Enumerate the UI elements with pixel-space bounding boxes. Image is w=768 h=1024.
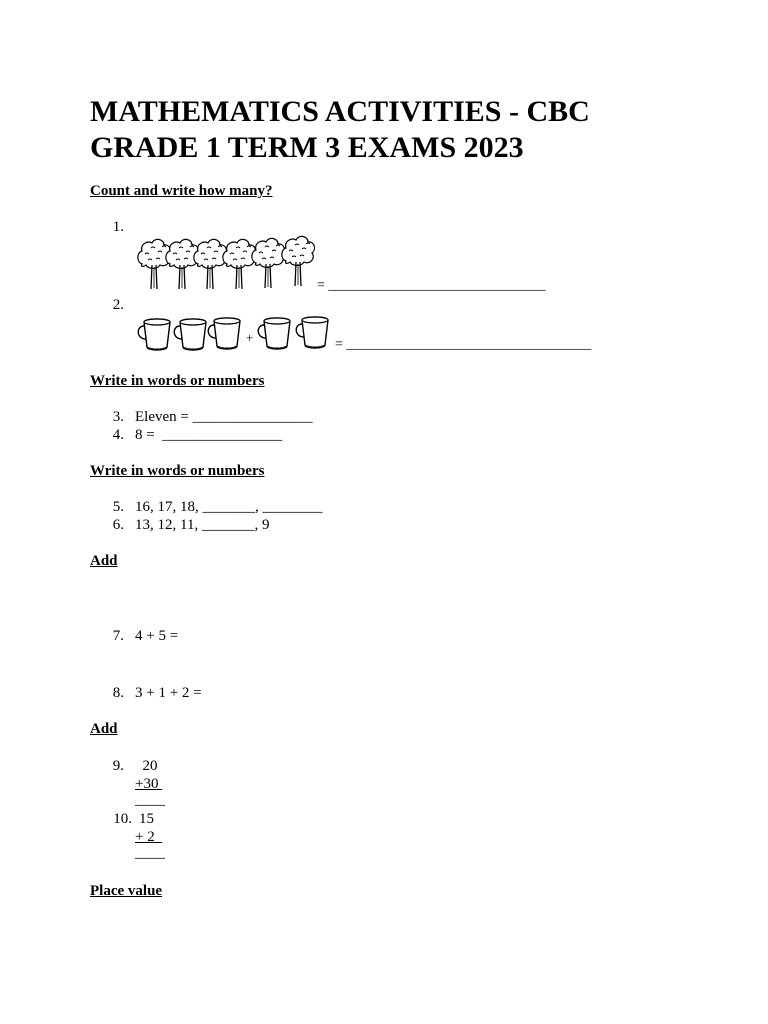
question-text: 4 + 5 = xyxy=(135,628,179,644)
tree-icon xyxy=(138,239,171,289)
question-text: Eleven = ________________ xyxy=(135,409,313,425)
question-number: 3. xyxy=(112,409,124,425)
question-number: 9. xyxy=(112,758,124,774)
section-heading-place-value: Place value xyxy=(90,883,163,899)
question-number: 7. xyxy=(112,628,124,644)
addend-top: 20 xyxy=(135,758,158,774)
question-number: 4. xyxy=(112,427,124,443)
cup-icon xyxy=(174,319,206,350)
section-heading-add: Add xyxy=(90,721,118,737)
question-number: 1. xyxy=(112,219,124,235)
question-text: 3 + 1 + 2 = xyxy=(135,685,202,701)
addend-bottom: +30 xyxy=(135,776,163,792)
addend-top: 15 xyxy=(139,811,154,827)
tree-icon xyxy=(223,239,256,289)
answer-line: = _______________________________ xyxy=(317,278,546,293)
trees-group xyxy=(136,234,316,292)
addend-bottom: + 2 xyxy=(135,829,163,845)
plus-sign: + xyxy=(246,330,254,345)
question-number: 8. xyxy=(112,685,124,701)
question-number: 2. xyxy=(112,297,124,313)
tree-icon xyxy=(282,236,315,286)
page-title: MATHEMATICS ACTIVITIES - CBC GRADE 1 TERM 3 EXAMS 2023 xyxy=(90,95,590,164)
cup-icon xyxy=(138,319,170,350)
section-heading-words: Write in words or numbers xyxy=(90,463,265,479)
sum-line: ____ xyxy=(135,792,165,808)
question-text: 13, 12, 11, _______, 9 xyxy=(135,517,270,533)
question-text: 8 = ________________ xyxy=(135,427,283,443)
question-text: 16, 17, 18, _______, ________ xyxy=(135,499,323,515)
cup-icon xyxy=(208,318,240,349)
tree-icon xyxy=(166,239,199,289)
cups-group xyxy=(136,314,336,354)
cup-icon xyxy=(296,317,328,348)
question-number: 5. xyxy=(112,499,124,515)
section-heading-add: Add xyxy=(90,553,118,569)
question-number: 10. xyxy=(113,811,132,827)
section-heading-words: Write in words or numbers xyxy=(90,373,265,389)
sum-line: ____ xyxy=(135,845,165,861)
question-number: 6. xyxy=(112,517,124,533)
section-heading-count: Count and write how many? xyxy=(90,183,273,199)
answer-line: = ___________________________________ xyxy=(335,337,592,352)
tree-icon xyxy=(194,239,227,289)
cup-icon xyxy=(258,318,290,349)
tree-icon xyxy=(252,238,285,288)
